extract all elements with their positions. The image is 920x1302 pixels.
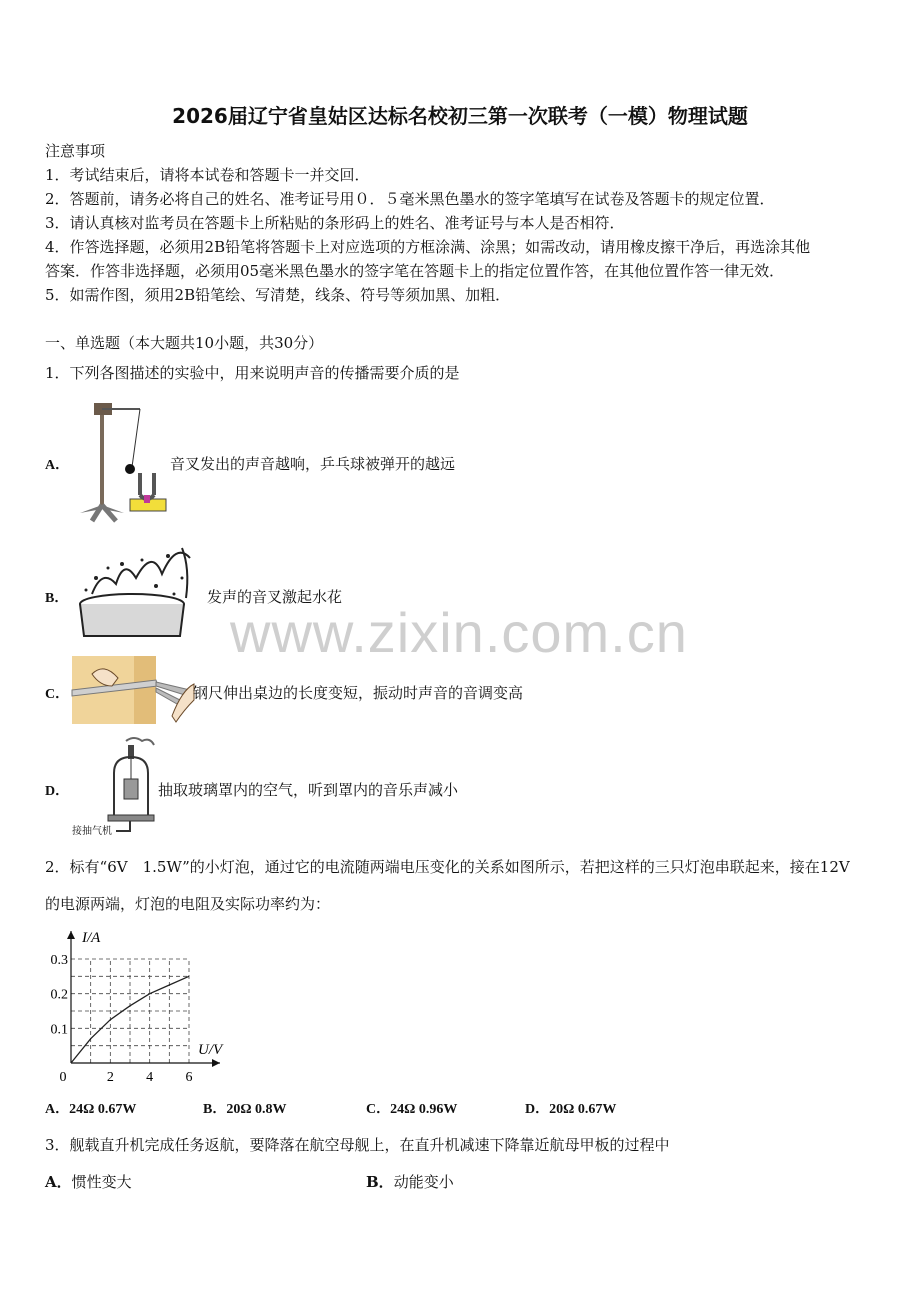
x-tick-label: 4 <box>146 1070 154 1085</box>
y-axis-label: I/A <box>82 930 101 946</box>
q2-choice-d[interactable]: D．20Ω 0.67W <box>525 1102 617 1117</box>
notes-heading: 注意事项 <box>45 142 106 160</box>
note-item: 4．作答选择题，必须用2B铅笔将答题卡上对应选项的方框涂满、涂黑；如需改动，请用橡皮擦干净后，再选涂其他 <box>45 238 811 256</box>
option-c-text: 钢尺伸出桌边的长度变短，振动时声音的音调变高 <box>193 684 524 702</box>
option-a-letter: A． <box>45 458 70 473</box>
question-1-stem: 1．下列各图描述的实验中，用来说明声音的传播需要介质的是 <box>45 364 460 382</box>
option-b-letter: B． <box>45 591 69 606</box>
q2-choice-c[interactable]: C．24Ω 0.96W <box>366 1102 458 1117</box>
y-tick-label: 0.1 <box>50 1022 68 1038</box>
x-tick-label: 6 <box>185 1070 193 1085</box>
note-item: 2．答题前，请务必将自己的姓名、准考证号用０．５毫米黑色墨水的签字笔填写在试卷及答题卡的规定位置． <box>45 190 775 208</box>
option-d-text: 抽取玻璃罩内的空气，听到罩内的音乐声减小 <box>158 781 459 799</box>
question-3-stem: 3．舰载直升机完成任务返航，要降落在航空母舰上，在直升机减速下降靠近航母甲板的过程中 <box>45 1136 670 1154</box>
q3-choice-a[interactable]: A．惯性变大 <box>45 1173 132 1191</box>
q3-choice-b[interactable]: B．动能变小 <box>366 1173 454 1191</box>
water-splash-figure <box>72 538 202 642</box>
bell-jar-figure <box>100 735 160 835</box>
current-voltage-chart <box>40 925 240 1085</box>
steel-ruler-figure <box>72 656 196 726</box>
note-item: 3．请认真核对监考员在答题卡上所粘贴的条形码上的姓名、准考证号与本人是否相符． <box>45 214 625 232</box>
section-heading: 一、单选题（本大题共10小题，共30分） <box>45 334 324 352</box>
q2-choice-b[interactable]: B．20Ω 0.8W <box>203 1102 287 1117</box>
y-tick-label: 0.3 <box>50 953 68 968</box>
question-2-stem: 2．标有“6V 1.5W”的小灯泡，通过它的电流随两端电压变化的关系如图所示，若把这样的三只灯泡串联起来，接在12V <box>45 858 850 876</box>
x-tick-label: 0 <box>59 1070 67 1085</box>
page-title: 2026届辽宁省皇姑区达标名校初三第一次联考（一模）物理试题 <box>172 104 748 128</box>
y-tick-label: 0.2 <box>50 987 68 1003</box>
watermark: www.zixin.com.cn <box>230 601 688 664</box>
tuning-fork-pendulum-figure <box>72 395 172 527</box>
option-c-letter: C． <box>45 687 70 702</box>
option-d-letter: D． <box>45 784 70 799</box>
note-item: 1．考试结束后，请将本试卷和答题卡一并交回． <box>45 166 370 184</box>
option-a-text: 音叉发出的声音越响，乒乓球被弹开的越远 <box>170 455 456 473</box>
note-item: 答案．作答非选择题，必须用05毫米黑色墨水的签字笔在答题卡上的指定位置作答，在其他位置作答一律无效． <box>45 262 785 280</box>
option-b-text: 发声的音叉激起水花 <box>207 588 343 606</box>
note-item: 5．如需作图，须用2B铅笔绘、写清楚，线条、符号等须加黑、加粗． <box>45 286 511 304</box>
vacuum-pump-label: 接抽气机 <box>72 826 112 837</box>
x-axis-label: U/V <box>198 1042 223 1058</box>
x-tick-label: 2 <box>106 1070 114 1085</box>
question-2-stem-cont: 的电源两端，灯泡的电阻及实际功率约为： <box>45 895 331 913</box>
q2-choice-a[interactable]: A．24Ω 0.67W <box>45 1102 137 1117</box>
